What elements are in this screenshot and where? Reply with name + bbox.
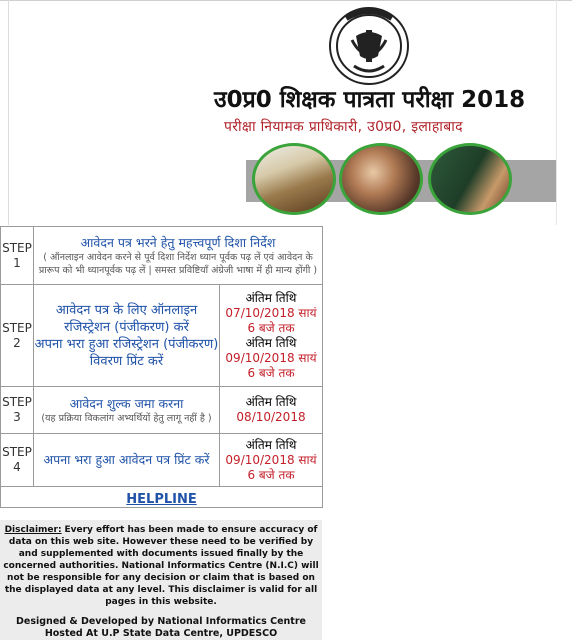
disclaimer-label: Disclaimer:	[4, 525, 62, 535]
deadline-cell	[220, 285, 323, 387]
table-row	[1, 285, 323, 387]
step-label: STEP 3	[1, 387, 34, 434]
table-row	[1, 487, 323, 508]
step-label: STEP 2	[1, 285, 34, 387]
helpline-link[interactable]: HELPLINE	[126, 491, 197, 507]
step-description	[34, 387, 220, 434]
deadline-label: अंतिम तिथि	[245, 437, 297, 452]
disclaimer-box	[0, 520, 322, 640]
step-label: STEP 1	[1, 227, 34, 285]
page-title: उ0प्र0 शिक्षक पात्रता परीक्षा 2018	[214, 87, 526, 113]
fee-deposit-link[interactable]: आवेदन शुल्क जमा करना	[69, 395, 184, 411]
helpline-cell	[1, 487, 323, 508]
deadline-value: 09/10/2018 सायं 6 बजे तक	[225, 350, 317, 380]
online-registration-link[interactable]: आवेदन पत्र के लिए ऑनलाइन रजिस्ट्रेशन (पंजीकरण) करें	[55, 302, 198, 335]
page-subtitle: परीक्षा नियामक प्राधिकारी, उ0प्र0, इलाहाबाद	[224, 119, 463, 135]
deadline-cell	[220, 387, 323, 434]
disclaimer-body: Every effort has been made to ensure accuracy of data on this web site. However these need to be verified by and supplemented with documents issued finally by the concerned authorities. National Informatics Centre (N.I.C) will not be responsible for any decision or claim that is based on the displayed data at any level. This disclaimer is valid for all pages in this website.	[3, 525, 319, 607]
guidelines-cell	[34, 227, 323, 285]
deadline-value: 08/10/2018	[236, 410, 306, 424]
books-photo	[252, 143, 336, 215]
deadline-label: अंतिम तिथि	[245, 335, 297, 350]
table-row	[1, 434, 323, 487]
deadline-label: अंतिम तिथि	[245, 395, 297, 409]
step-description	[34, 434, 220, 487]
left-border	[8, 0, 9, 225]
top-border	[0, 0, 572, 1]
teacher-photo	[428, 143, 512, 215]
deadline-label: अंतिम तिथि	[245, 290, 297, 305]
deadline-cell	[220, 434, 323, 487]
print-application-link[interactable]: अपना भरा हुआ आवेदन पत्र प्रिंट करें	[43, 452, 210, 467]
step-description	[34, 285, 220, 387]
print-registration-link[interactable]: अपना भरा हुआ रजिस्ट्रेशन (पंजीकरण) विवरण प्रिंट करें	[34, 336, 219, 369]
step-label: STEP 4	[1, 434, 34, 487]
guidelines-link[interactable]: आवेदन पत्र भरने हेतु महत्त्वपूर्ण दिशा निर्देश	[80, 234, 276, 250]
steps-table	[0, 226, 323, 508]
designed-by-text: Designed & Developed by National Informatics Centre	[16, 616, 306, 627]
disclaimer-text	[2, 524, 320, 608]
deadline-value: 09/10/2018 सायं 6 बजे तक	[225, 452, 317, 482]
fee-note: (यह प्रक्रिया विकलांग अभ्यर्थियों हेतु लागू नहीं है )	[41, 412, 212, 424]
guidelines-note: ( ऑनलाइन आवेदन करने से पूर्व दिशा निर्देश ध्यान पूर्वक पढ़ लें एवं आवेदन के प्रारूप को भी ध्यानपूर्वक पढ़ लें | समस्त प्रविष्टियाँ अंग्रेजी भाषा में ही मान्य होंगी )	[38, 251, 318, 276]
footer-credit	[2, 616, 320, 640]
right-border	[556, 0, 557, 225]
exam-hall-photo	[339, 143, 423, 215]
table-row	[1, 227, 323, 285]
deadline-value: 07/10/2018 सायं 6 बजे तक	[225, 305, 317, 335]
up-government-emblem-icon	[328, 6, 410, 86]
table-row	[1, 387, 323, 434]
hosted-at-text: Hosted At U.P State Data Centre, UPDESCO	[44, 628, 278, 639]
